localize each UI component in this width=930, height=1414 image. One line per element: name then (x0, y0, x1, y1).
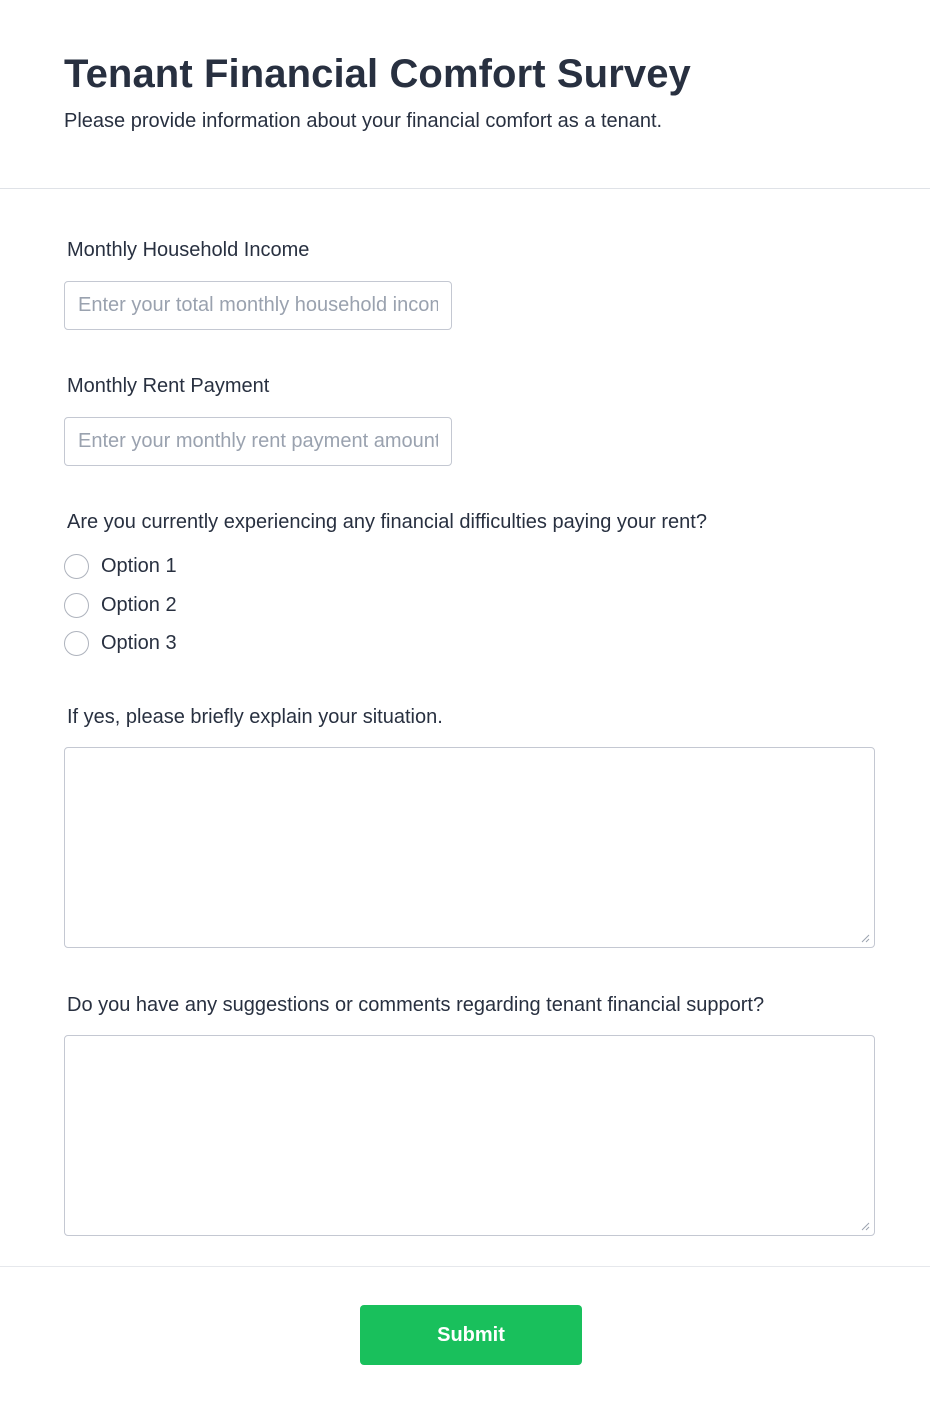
explanation-label: If yes, please briefly explain your situation. (67, 706, 443, 728)
suggestions-textarea[interactable] (64, 1035, 875, 1236)
rent-input[interactable] (64, 417, 452, 466)
suggestions-label: Do you have any suggestions or comments regarding tenant financial support? (67, 994, 765, 1016)
radio-button-icon[interactable] (64, 554, 89, 579)
income-input[interactable] (64, 281, 452, 330)
radio-option-1[interactable] (64, 553, 177, 579)
page-subtitle: Please provide information about your financial comfort as a tenant. (64, 110, 663, 132)
difficulties-question: Are you currently experiencing any financial difficulties paying your rent? (67, 511, 707, 533)
rent-label: Monthly Rent Payment (67, 375, 270, 397)
submit-button[interactable]: Submit (360, 1305, 582, 1365)
page-title: Tenant Financial Comfort Survey (64, 52, 691, 96)
radio-option-label: Option 2 (101, 593, 177, 616)
explanation-textarea[interactable] (64, 747, 875, 948)
radio-option-2[interactable] (64, 592, 177, 618)
income-label: Monthly Household Income (67, 239, 310, 261)
resize-handle-icon[interactable] (860, 933, 870, 943)
radio-option-label: Option 3 (101, 631, 177, 654)
form-footer (0, 1266, 930, 1414)
radio-button-icon[interactable] (64, 593, 89, 618)
survey-header (0, 0, 930, 189)
resize-handle-icon[interactable] (860, 1221, 870, 1231)
radio-button-icon[interactable] (64, 631, 89, 656)
radio-option-label: Option 1 (101, 554, 177, 577)
radio-option-3[interactable] (64, 630, 177, 656)
